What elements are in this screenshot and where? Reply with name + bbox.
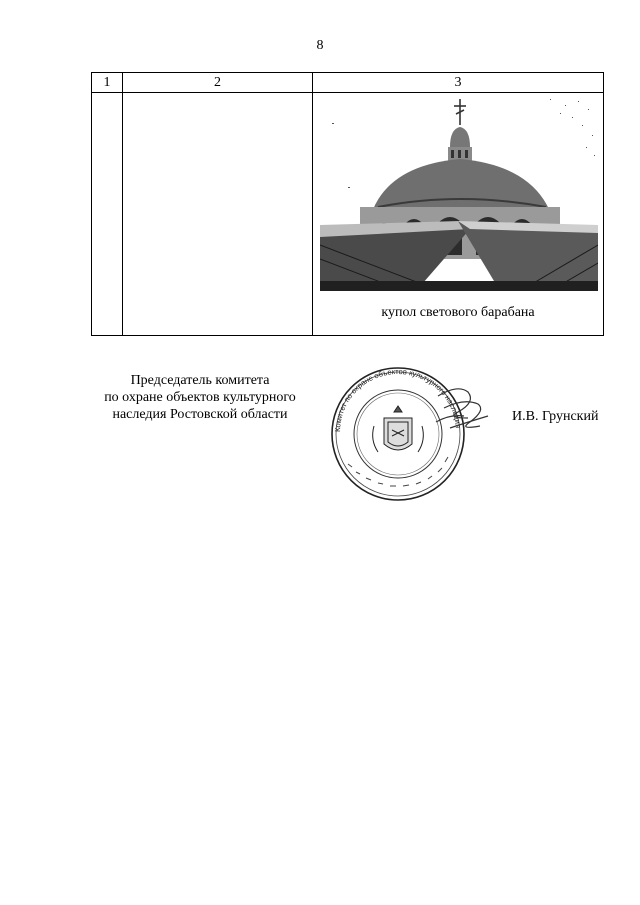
photo-caption: купол светового барабана bbox=[381, 305, 535, 320]
seal-text: Комитет по охране объектов культурного наследия bbox=[332, 366, 463, 433]
signer-name: И.В. Грунский bbox=[512, 409, 599, 424]
table-header-cell-3: 3 bbox=[313, 73, 604, 93]
position-line-1: Председатель комитета bbox=[130, 373, 270, 388]
signatory-position bbox=[80, 372, 320, 423]
page-number: 8 bbox=[316, 38, 324, 53]
objects-table bbox=[91, 72, 604, 336]
table-cell-photo bbox=[313, 93, 604, 336]
table-header-cell-1: 1 bbox=[92, 73, 123, 93]
table-header-cell-2: 2 bbox=[123, 73, 313, 93]
table-cell-description bbox=[123, 93, 313, 336]
table-header-row bbox=[92, 73, 604, 93]
position-line-3: наследия Ростовской области bbox=[112, 407, 288, 422]
dome-photo bbox=[320, 95, 598, 291]
position-line-2: по охране объектов культурного bbox=[104, 390, 296, 405]
table-row bbox=[92, 93, 604, 336]
table-cell-number bbox=[92, 93, 123, 336]
official-seal bbox=[318, 356, 494, 506]
